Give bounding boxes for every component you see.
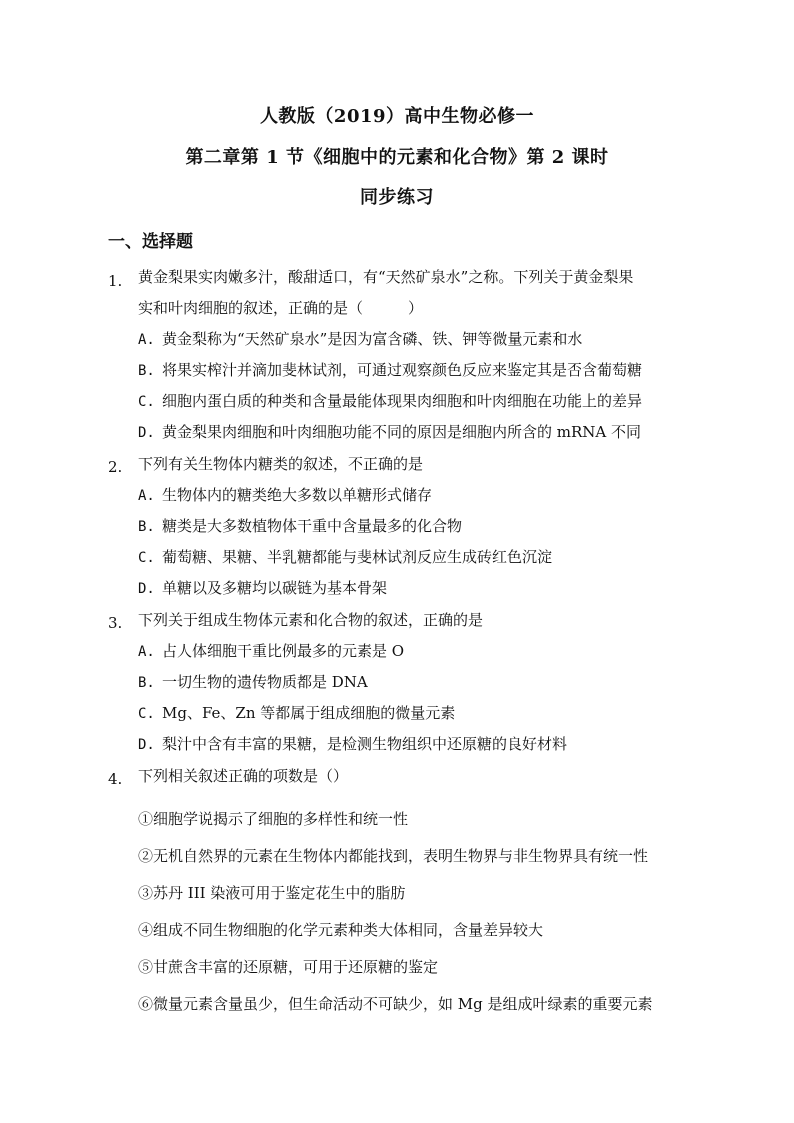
statement-item: ⑤甘蔗含丰富的还原糖，可用于还原糖的鉴定 — [138, 958, 439, 976]
question-stem-line: 下列关于组成生物体元素和化合物的叙述，正确的是 — [138, 611, 484, 629]
option-c — [138, 702, 455, 725]
option-label: C. — [138, 550, 155, 566]
document-subtitle: 第二章第 1 节《细胞中的元素和化合物》第 2 课时 — [185, 147, 609, 168]
option-a — [138, 328, 582, 351]
option-label: A. — [138, 488, 155, 504]
document-title: 人教版（2019）高中生物必修一 — [259, 106, 535, 127]
option-text: 细胞内蛋白质的种类和含量最能体现果肉细胞和叶肉细胞在功能上的差异 — [162, 392, 643, 410]
option-label: C. — [138, 394, 155, 410]
question-stem-line: 下列相关叙述正确的项数是（） — [138, 767, 349, 785]
option-c — [138, 546, 552, 569]
option-b — [138, 515, 462, 538]
option-a — [138, 640, 404, 663]
option-text: 一切生物的遗传物质都是 DNA — [162, 673, 368, 691]
option-text: 黄金梨称为“天然矿泉水”是因为富含磷、铁、钾等微量元素和水 — [162, 330, 583, 348]
option-c — [138, 390, 642, 413]
option-d — [138, 733, 567, 756]
option-b — [138, 671, 368, 694]
option-text: 糖类是大多数植物体干重中含量最多的化合物 — [162, 517, 463, 535]
statement-item: ⑥微量元素含量虽少，但生命活动不可缺少，如 Mg 是组成叶绿素的重要元素 — [138, 995, 653, 1013]
option-text: 单糖以及多糖均以碳链为基本骨架 — [162, 579, 388, 597]
statement-item: ③苏丹 III 染液可用于鉴定花生中的脂肪 — [138, 884, 406, 902]
option-label: B. — [138, 519, 155, 535]
option-label: A. — [138, 332, 155, 348]
question-number: 4. — [108, 770, 123, 788]
statement-item: ①细胞学说揭示了细胞的多样性和统一性 — [138, 810, 409, 828]
statement-item: ②无机自然界的元素在生物体内都能找到，表明生物界与非生物界具有统一性 — [138, 847, 649, 865]
option-text: 葡萄糖、果糖、半乳糖都能与斐林试剂反应生成砖红色沉淀 — [162, 548, 553, 566]
question-number: 1. — [108, 272, 123, 290]
option-b — [138, 359, 642, 382]
option-text: 将果实榨汁并滴加斐林试剂，可通过观察颜色反应来鉴定其是否含葡萄糖 — [162, 361, 643, 379]
option-text: 黄金梨果肉细胞和叶肉细胞功能不同的原因是细胞内所含的 mRNA 不同 — [162, 423, 642, 441]
question-number: 2. — [108, 458, 123, 476]
option-a — [138, 484, 432, 507]
document-sub-subtitle: 同步练习 — [360, 187, 434, 208]
question-stem-line: 黄金梨果实肉嫩多汁，酸甜适口，有“天然矿泉水”之称。下列关于黄金梨果 — [138, 268, 634, 286]
option-label: B. — [138, 675, 155, 691]
option-text: 生物体内的糖类绝大多数以单糖形式储存 — [162, 486, 433, 504]
option-label: D. — [138, 425, 155, 441]
option-label: C. — [138, 706, 155, 722]
question-stem-line: 下列有关生物体内糖类的叙述，不正确的是 — [138, 455, 424, 473]
option-text: 占人体细胞干重比例最多的元素是 O — [162, 642, 405, 660]
option-text: 梨汁中含有丰富的果糖，是检测生物组织中还原糖的良好材料 — [162, 735, 568, 753]
option-label: B. — [138, 363, 155, 379]
section-heading: 一、选择题 — [108, 232, 193, 252]
option-label: D. — [138, 581, 155, 597]
option-label: A. — [138, 644, 155, 660]
question-number: 3. — [108, 614, 123, 632]
option-d — [138, 577, 387, 600]
option-label: D. — [138, 737, 155, 753]
question-stem-line: 实和叶肉细胞的叙述，正确的是（ ） — [138, 299, 424, 317]
option-d — [138, 421, 641, 444]
statement-item: ④组成不同生物细胞的化学元素种类大体相同，含量差异较大 — [138, 921, 544, 939]
option-text: Mg、Fe、Zn 等都属于组成细胞的微量元素 — [162, 704, 456, 722]
